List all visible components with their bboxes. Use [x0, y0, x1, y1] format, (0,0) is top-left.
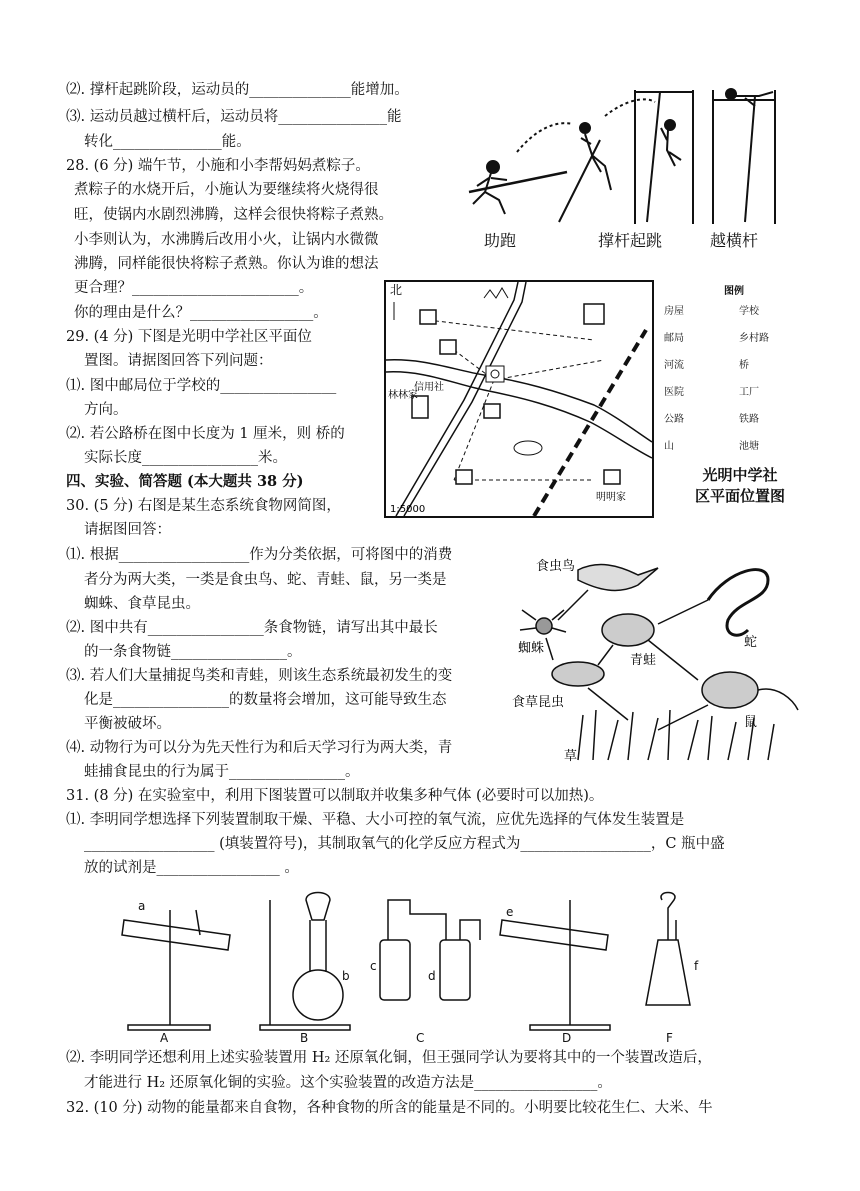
q30-line-2: 请据图回答： — [84, 522, 171, 538]
map-scale: 1:5000 — [390, 504, 426, 515]
section-heading: 四、实验、简答题 (本大题共 38 分) — [66, 473, 304, 490]
apparatus-part-c: c — [370, 959, 377, 973]
legend-village-road: 乡村路 — [739, 333, 769, 344]
q29-line-6: 实际长度________________米。 — [84, 450, 287, 466]
q30-line-4: 者分为两大类，一类是食虫鸟、蛇、青蛙、鼠，另一类是 — [84, 572, 447, 588]
pole-vault-label-clear: 越横杆 — [710, 231, 759, 250]
q30-line-7: 的一条食物链________________。 — [84, 644, 302, 660]
pole-vault-figure — [455, 80, 805, 230]
q28-line-1: 28. (6 分) 端午节，小施和小李帮妈妈煮粽子。 — [66, 158, 370, 174]
apparatus-part-a: a — [138, 899, 146, 913]
q31-line-4: 放的试剂是_________________ 。 — [84, 860, 299, 876]
food-web-grass: 草 — [564, 749, 578, 764]
lab-apparatus-figure — [110, 880, 730, 1045]
legend-school: 学校 — [739, 306, 759, 317]
q27-line-3b: 转化_______________能。 — [84, 134, 251, 150]
q31-line-2: ⑴. 李明同学想选择下列装置制取干燥、平稳、大小可控的氧气流，应优先选择的气体发生装置是 — [66, 812, 685, 828]
q30-line-5: 蜘蛛、食草昆虫。 — [84, 596, 200, 612]
food-web-mouse: 鼠 — [744, 715, 758, 730]
q30-line-10: 平衡被破坏。 — [84, 716, 171, 732]
q30-line-6: ⑵. 图中共有________________条食物链，请写出其中最长 — [66, 620, 438, 636]
q28-line-4: 小李则认为，水沸腾后改用小火，让锅内水微微 — [74, 232, 379, 248]
q29-line-2: 置图。请据图回答下列问题： — [84, 353, 273, 369]
q31-line-5: ⑵. 李明同学还想利用上述实验装置用 H₂ 还原氧化铜，但王强同学认为要将其中的一个装置改造后， — [66, 1050, 712, 1066]
food-web-figure — [508, 540, 808, 770]
apparatus-label-b: B — [300, 1031, 309, 1045]
map-place-mingming: 明明家 — [596, 492, 626, 503]
legend-highway: 公路 — [664, 414, 684, 425]
q30-line-12: 蛙捕食昆虫的行为属于________________。 — [84, 764, 360, 780]
legend-railway: 铁路 — [739, 414, 759, 425]
legend-pond: 池塘 — [739, 441, 759, 452]
q28-line-6: 更合理？_______________________。 — [74, 280, 314, 296]
q27-line-3a: ⑶. 运动员越过横杆后，运动员将_______________能 — [66, 109, 402, 125]
apparatus-part-e: e — [506, 905, 514, 919]
apparatus-part-d: d — [428, 969, 436, 983]
legend-hospital: 医院 — [664, 387, 684, 398]
map-legend — [664, 282, 814, 452]
apparatus-part-b: b — [342, 969, 350, 983]
community-map — [384, 280, 654, 518]
food-web-snake: 蛇 — [744, 635, 758, 650]
apparatus-label-a: A — [160, 1031, 169, 1045]
legend-bridge: 桥 — [739, 360, 749, 371]
q27-line-2: ⑵. 撑杆起跳阶段，运动员的______________能增加。 — [66, 82, 409, 98]
q29-line-3: ⑴. 图中邮局位于学校的________________ — [66, 378, 337, 394]
map-north: 北 — [390, 283, 403, 297]
legend-mountain: 山 — [664, 441, 674, 452]
map-caption — [680, 465, 800, 507]
q31-line-3: __________________ (填装置符号)，其制取氧气的化学反应方程式为__________________，C 瓶中盛 — [84, 836, 725, 852]
q28-line-5: 沸腾，同样能很快将粽子煮熟。你认为谁的想法 — [74, 256, 379, 272]
q30-line-1: 30. (5 分) 右图是某生态系统食物网简图， — [66, 498, 341, 514]
q32-line-1: 32. (10 分) 动物的能量都来自食物，各种食物的所含的能量是不同的。小明要比较花生仁、大米、牛 — [66, 1100, 713, 1116]
q30-line-9: 化是________________的数量将会增加，这可能导致生态 — [84, 692, 447, 708]
q29-line-1: 29. (4 分) 下图是光明中学社区平面位 — [66, 329, 312, 345]
q29-line-5: ⑵. 若公路桥在图中长度为 1 厘米，则 桥的 — [66, 426, 345, 442]
q28-line-2: 煮粽子的水烧开后，小施认为要继续将火烧得很 — [74, 182, 379, 198]
pole-vault-label-run: 助跑 — [484, 231, 517, 250]
map-place-credit: 信用社 — [414, 382, 444, 393]
q28-line-7: 你的理由是什么？_________________。 — [74, 305, 328, 321]
legend-house: 房屋 — [664, 306, 684, 317]
apparatus-label-c: C — [416, 1031, 425, 1045]
pole-vault-label-takeoff: 撑杆起跳 — [598, 231, 663, 250]
food-web-bird: 食虫鸟 — [536, 559, 576, 574]
q31-line-1: 31. (8 分) 在实验室中，利用下图装置可以制取并收集多种气体 (必要时可以加热)。 — [66, 788, 604, 804]
food-web-spider: 蜘蛛 — [518, 641, 545, 656]
food-web-frog: 青蛙 — [630, 653, 657, 668]
q30-line-3: ⑴. 根据__________________作为分类依据，可将图中的消费 — [66, 547, 453, 563]
legend-river: 河流 — [664, 360, 684, 371]
map-caption-line-2: 区平面位置图 — [694, 487, 785, 505]
legend-factory: 工厂 — [739, 387, 759, 398]
q30-line-8: ⑶. 若人们大量捕捉鸟类和青蛙，则该生态系统最初发生的变 — [66, 668, 453, 684]
apparatus-label-f: F — [666, 1031, 673, 1045]
map-place-linlin: 林林家 — [388, 390, 418, 401]
q31-line-6: 才能进行 H₂ 还原氧化铜的实验。这个实验装置的改造方法是_________________。 — [84, 1075, 612, 1091]
food-web-insect: 食草昆虫 — [512, 695, 565, 710]
legend-post: 邮局 — [664, 333, 684, 344]
map-caption-line-1: 光明中学社 — [702, 466, 778, 484]
apparatus-part-f: f — [694, 959, 699, 973]
q30-line-11: ⑷. 动物行为可以分为先天性行为和后天学习行为两大类，青 — [66, 740, 453, 756]
q28-line-3: 旺，使锅内水剧烈沸腾，这样会很快将粽子煮熟。 — [74, 207, 393, 223]
apparatus-label-d: D — [562, 1031, 572, 1045]
legend-title: 图例 — [724, 286, 744, 297]
q29-line-4: 方向。 — [84, 402, 128, 418]
